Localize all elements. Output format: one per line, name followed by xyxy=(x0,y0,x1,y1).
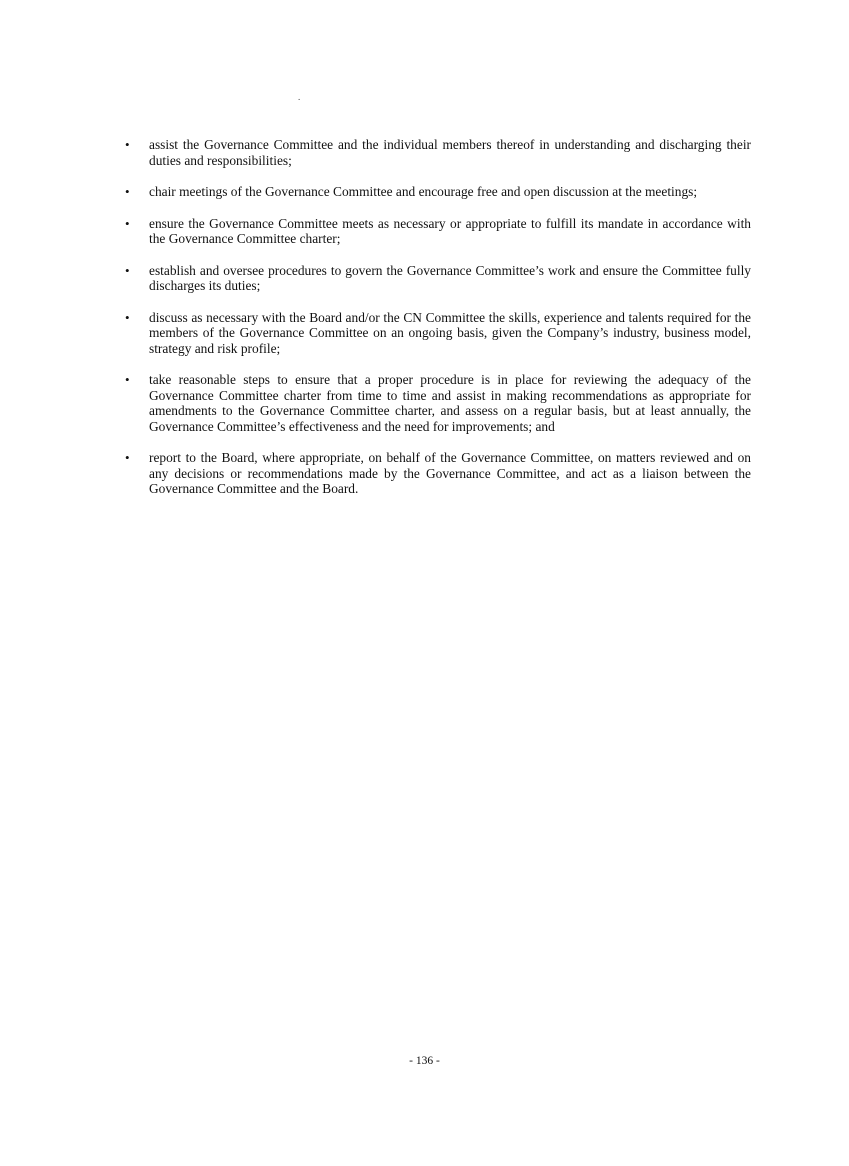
bullet-icon: • xyxy=(125,262,130,278)
bullet-item xyxy=(121,263,751,294)
bullet-icon: • xyxy=(125,137,130,152)
bullet-text: ensure the Governance Committee meets as necessary or appropriate to fulfill its mandate in accordance with the Governance Committee charter; xyxy=(149,215,751,246)
bullet-text: establish and oversee procedures to govern the Governance Committee’s work and ensure the Committee fully discharges its duties; xyxy=(149,262,751,293)
bullet-icon: • xyxy=(125,215,130,231)
bullet-item xyxy=(121,216,751,247)
page-number: - 136 - xyxy=(409,1055,440,1067)
bullet-text: assist the Governance Committee and the individual members thereof in understanding and discharging their duties and responsibilities; xyxy=(149,137,751,168)
bullet-icon: • xyxy=(125,309,130,325)
bullet-item xyxy=(121,372,751,434)
bullet-icon: • xyxy=(125,184,130,199)
bullet-text: report to the Board, where appropriate, on behalf of the Governance Committee, on matters reviewed and on any decisions or recommendations made by the Governance Committee, and act as a liaison between the Governance Committee and the Board. xyxy=(149,450,751,496)
page-mark: . xyxy=(298,92,301,102)
bullet-icon: • xyxy=(125,372,130,387)
bullet-text: chair meetings of the Governance Committee and encourage free and open discussion at the meetings; xyxy=(149,184,698,199)
bullet-item xyxy=(121,450,751,497)
bullet-text: take reasonable steps to ensure that a proper procedure is in place for reviewing the adequacy of the Governance Committee charter from time to time and assist in making recommendations as appropriate for amendments to the Governance Committee charter, and assess on a regular basis, but at least annually, the Governance Committee’s effectiveness and the need for improvements; and xyxy=(149,372,751,434)
bullet-icon: • xyxy=(125,450,130,465)
bullet-item xyxy=(121,137,751,168)
bullet-item xyxy=(121,184,751,200)
bullet-text: discuss as necessary with the Board and/or the CN Committee the skills, experience and talents required for the members of the Governance Committee on an ongoing basis, given the Company’s industry, business model, strategy and risk profile; xyxy=(149,309,751,356)
bullet-item xyxy=(121,310,751,357)
duties-bullet-list xyxy=(121,137,751,513)
